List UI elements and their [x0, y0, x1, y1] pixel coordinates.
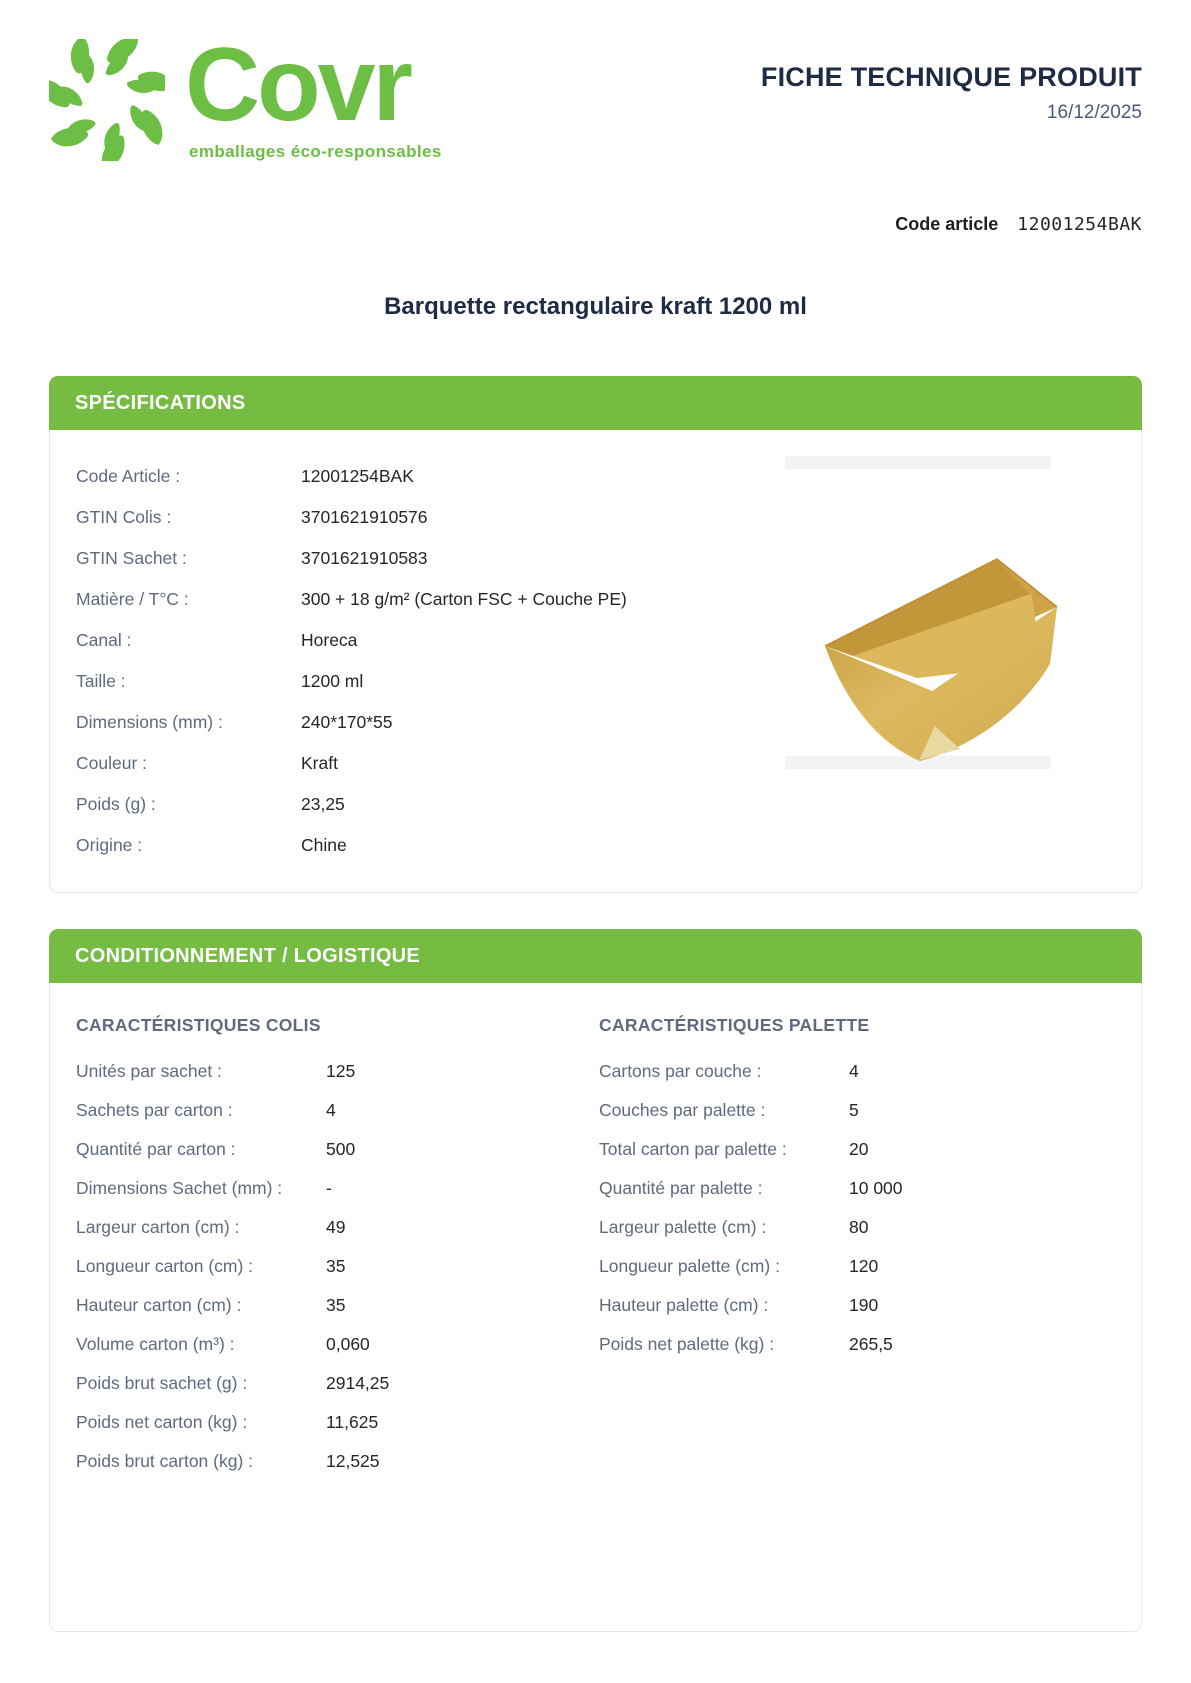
spec-row-label: Origine :: [76, 834, 143, 855]
palette-row: [599, 1325, 1115, 1364]
palette-row-label: Total carton par palette :: [599, 1138, 787, 1159]
palette-row-value: 120: [849, 1255, 879, 1276]
spec-row-value: 300 + 18 g/m² (Carton FSC + Couche PE): [301, 588, 627, 609]
spec-row: [76, 702, 716, 743]
palette-row-value: 4: [849, 1060, 859, 1081]
colis-row-value: 0,060: [326, 1333, 370, 1354]
colis-row-value: 125: [326, 1060, 356, 1081]
colis-row-value: -: [326, 1177, 332, 1198]
palette-column-title: CARACTÉRISTIQUES PALETTE: [599, 1014, 870, 1035]
specifications-header: [49, 376, 1142, 430]
spec-row: [76, 620, 716, 661]
colis-row-label: Largeur carton (cm) :: [76, 1216, 240, 1237]
colis-row: [76, 1169, 581, 1208]
spec-row-label: Couleur :: [76, 752, 148, 773]
colis-column-title: CARACTÉRISTIQUES COLIS: [76, 1014, 321, 1035]
leaf-wreath-icon: [49, 39, 165, 161]
palette-row: [599, 1247, 1115, 1286]
spec-row-label: Canal :: [76, 629, 132, 650]
palette-row: [599, 1286, 1115, 1325]
spec-row-label: Taille :: [76, 670, 126, 691]
palette-row: [599, 1208, 1115, 1247]
code-article-label: Code article: [895, 213, 999, 234]
colis-row-label: Unités par sachet :: [76, 1060, 222, 1081]
spec-row-value: Kraft: [301, 752, 338, 773]
spec-row-label: GTIN Sachet :: [76, 547, 187, 568]
spec-row-value: 240*170*55: [301, 711, 393, 732]
colis-column: [76, 1015, 581, 1481]
covr-logo: [49, 27, 442, 162]
spec-row: [76, 743, 716, 784]
logistics-header: [49, 929, 1142, 983]
colis-row-label: Hauteur carton (cm) :: [76, 1294, 242, 1315]
colis-row: [76, 1052, 581, 1091]
spec-row-value: 3701621910576: [301, 506, 428, 527]
spec-row: [76, 497, 716, 538]
palette-row-value: 20: [849, 1138, 869, 1159]
spec-row-value: 12001254BAK: [301, 465, 414, 486]
colis-row: [76, 1208, 581, 1247]
palette-column: [581, 1015, 1115, 1364]
spec-row-label: Code Article :: [76, 465, 181, 486]
spec-row-label: Matière / T°C :: [76, 588, 189, 609]
colis-row: [76, 1442, 581, 1481]
spec-row-value: 1200 ml: [301, 670, 364, 691]
colis-row-label: Poids brut sachet (g) :: [76, 1372, 248, 1393]
colis-row: [76, 1403, 581, 1442]
palette-row-value: 5: [849, 1099, 859, 1120]
colis-row-label: Dimensions Sachet (mm) :: [76, 1177, 283, 1198]
palette-table: [599, 1052, 1115, 1364]
palette-row-label: Cartons par couche :: [599, 1060, 762, 1081]
palette-row-label: Largeur palette (cm) :: [599, 1216, 767, 1237]
spec-row: [76, 538, 716, 579]
palette-row: [599, 1052, 1115, 1091]
document-title: FICHE TECHNIQUE PRODUIT: [760, 62, 1142, 92]
spec-row-label: Dimensions (mm) :: [76, 711, 223, 732]
colis-row: [76, 1286, 581, 1325]
code-article-line: [0, 214, 1191, 235]
spec-row-label: Poids (g) :: [76, 793, 156, 814]
logistics-body: [49, 983, 1142, 1632]
colis-row-label: Poids net carton (kg) :: [76, 1411, 248, 1432]
colis-row: [76, 1130, 581, 1169]
specifications-body: [49, 430, 1142, 893]
colis-row-value: 12,525: [326, 1450, 380, 1471]
spec-row: [76, 579, 716, 620]
palette-row-label: Poids net palette (kg) :: [599, 1333, 775, 1354]
palette-row: [599, 1130, 1115, 1169]
spec-row: [76, 825, 716, 866]
palette-row: [599, 1169, 1115, 1208]
logo-text: [185, 27, 442, 162]
product-title: Barquette rectangulaire kraft 1200 ml: [384, 292, 807, 320]
document-heading: [761, 38, 1142, 124]
colis-row-label: Volume carton (m³) :: [76, 1333, 235, 1354]
code-article-value: 12001254BAK: [1017, 213, 1142, 235]
product-photo: [716, 456, 1119, 866]
spec-row-value: 3701621910583: [301, 547, 428, 568]
spec-row-value: Horeca: [301, 629, 358, 650]
colis-row-value: 2914,25: [326, 1372, 390, 1393]
colis-row-value: 4: [326, 1099, 336, 1120]
colis-row-value: 35: [326, 1255, 346, 1276]
palette-row-label: Quantité par palette :: [599, 1177, 763, 1198]
logistics-section: [49, 929, 1142, 1632]
colis-row-value: 11,625: [326, 1411, 379, 1432]
spec-row-value: 23,25: [301, 793, 345, 814]
brand-wordmark: Covr: [185, 27, 410, 143]
colis-row-value: 49: [326, 1216, 346, 1237]
spec-row-label: GTIN Colis :: [76, 506, 172, 527]
palette-row-value: 190: [849, 1294, 879, 1315]
logistics-header-label: CONDITIONNEMENT / LOGISTIQUE: [75, 944, 421, 967]
spec-row: [76, 661, 716, 702]
palette-row-label: Couches par palette :: [599, 1099, 766, 1120]
palette-row-label: Longueur palette (cm) :: [599, 1255, 780, 1276]
colis-row: [76, 1091, 581, 1130]
colis-row-label: Poids brut carton (kg) :: [76, 1450, 254, 1471]
palette-row-value: 265,5: [849, 1333, 893, 1354]
specifications-section: [49, 376, 1142, 893]
palette-row: [599, 1091, 1115, 1130]
colis-table: [76, 1052, 581, 1481]
document-date: 16/12/2025: [1046, 102, 1142, 123]
spec-row: [76, 784, 716, 825]
spec-row-value: Chine: [301, 834, 347, 855]
colis-row-value: 35: [326, 1294, 346, 1315]
palette-row-value: 10 000: [849, 1177, 903, 1198]
palette-row-value: 80: [849, 1216, 869, 1237]
kraft-tray-image: [767, 456, 1069, 770]
colis-row-label: Quantité par carton :: [76, 1138, 236, 1159]
specifications-header-label: SPÉCIFICATIONS: [75, 391, 246, 414]
spec-row: [76, 456, 716, 497]
colis-row-label: Longueur carton (cm) :: [76, 1255, 254, 1276]
page-header: [0, 0, 1191, 162]
colis-row: [76, 1247, 581, 1286]
palette-row-label: Hauteur palette (cm) :: [599, 1294, 769, 1315]
colis-row: [76, 1364, 581, 1403]
colis-row-label: Sachets par carton :: [76, 1099, 233, 1120]
spec-table: [76, 456, 716, 866]
brand-tagline: emballages éco-responsables: [189, 141, 442, 161]
colis-row: [76, 1325, 581, 1364]
colis-row-value: 500: [326, 1138, 356, 1159]
